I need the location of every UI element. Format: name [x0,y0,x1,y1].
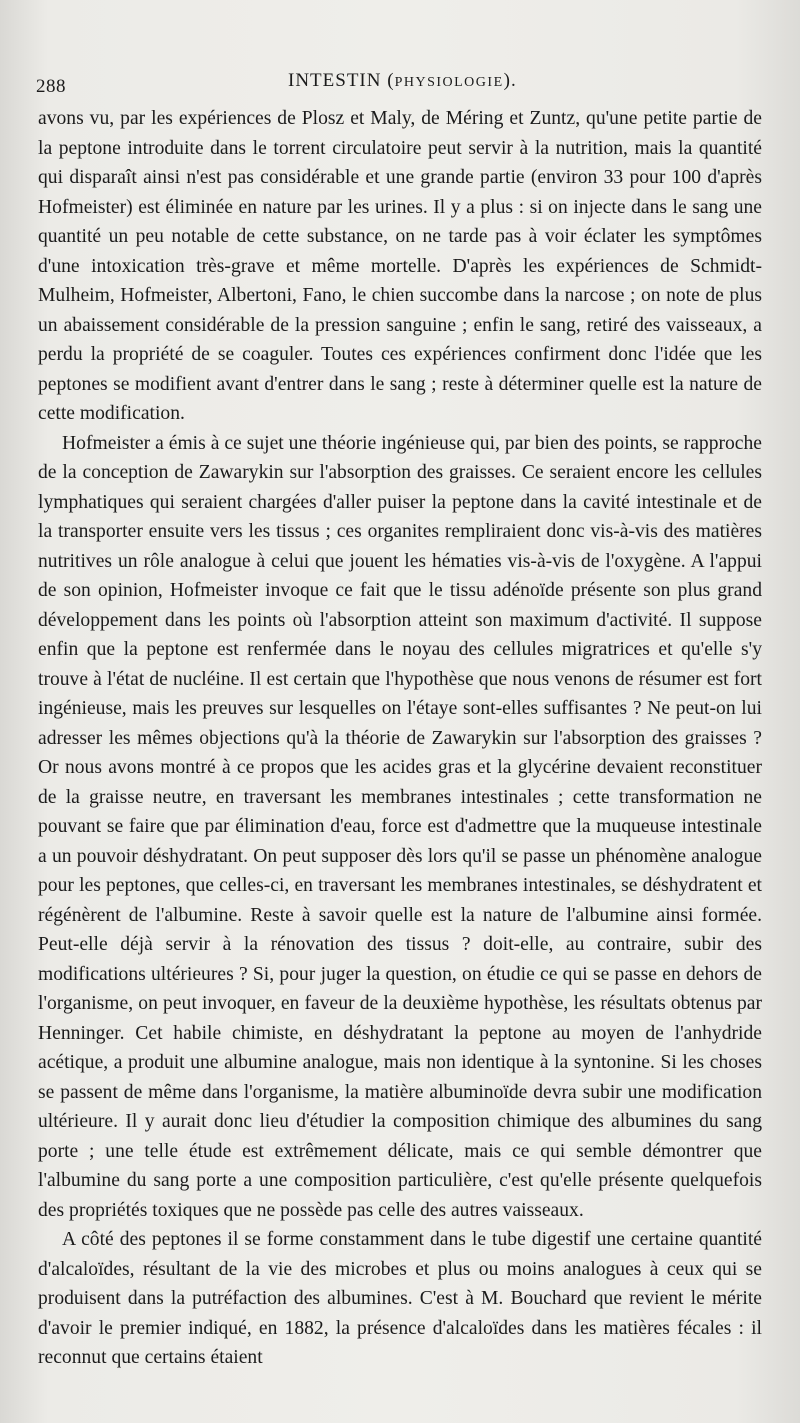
running-title-sub: PHYSIOLOGIE [394,75,504,90]
running-head [36,70,760,100]
body-text [38,104,762,1373]
page-number: 288 [36,76,66,97]
running-title [288,70,517,92]
running-title-main: INTESTIN [288,70,382,91]
paragraph-hofmeister: Hofmeister a émis à ce sujet une théorie ingénieuse qui, par bien des points, se rapproche de la conception de Zawarykin sur l'absorption des graisses. Ce seraient encore les cellules lymphatiques qui seraient chargées d'aller puiser la peptone dans la cavité intestinale et de la transporter ensuite vers les tissus ; ces organites rempliraient donc vis-à-vis des matières nutritives un rôle analogue à celui que jouent les hématies vis-à-vis de l'oxygène. A l'appui de son opinion, Hofmeister invoque ce fait que le tissu adénoïde présente son plus grand développement dans les points où l'absorption atteint son maximum d'activité. Il suppose enfin que la peptone est renfermée dans le noyau des cellules migratrices et qu'elle s'y trouve à l'état de nucléine. Il est certain que l'hypothèse que nous venons de résumer est fort ingénieuse, mais les preuves sur lesquelles on l'étaye sont-elles suffisantes ? Ne peut-on lui adresser les mêmes objections qu'à la théorie de Zawarykin sur l'absorption des graisses ? Or nous avons montré à ce propos que les acides gras et la glycérine devaient reconstituer de la graisse neutre, en traversant les membranes intestinales ; cette transformation ne pouvant se faire que par élimination d'eau, force est d'admettre que la muqueuse intestinale a un pouvoir déshydratant. On peut supposer dès lors qu'il se passe un phénomène analogue pour les peptones, que celles-ci, en traversant les membranes intestinales, se déshydratent et régénèrent de l'albumine. Reste à savoir quelle est la nature de l'albumine ainsi formée. Peut-elle déjà servir à la rénovation des tissus ? doit-elle, au contraire, subir des modifications ultérieures ? Si, pour juger la question, on étudie ce qui se passe en dehors de l'organisme, on peut invoquer, en faveur de la deuxième hypothèse, les résultats obtenus par Henninger. Cet habile chimiste, en déshydratant la peptone au moyen de l'anhydride acétique, a produit une albumine analogue, mais non identique à la syntonine. Si les choses se passent de même dans l'organisme, la matière albuminoïde devra subir une modification ultérieure. Il y aurait donc lieu d'étudier la composition chimique des albumines du sang porte ; une telle étude est extrêmement délicate, mais ce qui semble démontrer que l'albumine du sang porte a une composition particulière, c'est qu'elle présente quelquefois des propriétés toxiques que ne possède pas celle des autres vaisseaux. [38,432,762,1221]
paragraph-alcaloides: A côté des peptones il se forme constamment dans le tube digestif une certaine quantité d'alcaloïdes, résultant de la vie des microbes et plus ou moins analogues à ceux qui se produisent dans la putréfaction des albumines. C'est à M. Bouchard que revient le mérite d'avoir le premier indiqué, en 1882, la présence d'alcaloïdes dans les matières fécales : il reconnut que certains étaient [38,1229,762,1368]
running-title-close: ). [503,70,517,91]
paragraph-continued: avons vu, par les expériences de Plosz et Maly, de Méring et Zuntz, qu'une petite partie de la peptone introduite dans le torrent circulatoire peut servir à la nutrition, mais la quantité qui disparaît ainsi n'est pas considérable et une grande partie (environ 33 pour 100 d'après Hofmeister) est éliminée en nature par les urines. Il y a plus : si on injecte dans le sang une quantité un peu notable de cette substance, on ne tarde pas à voir éclater les symptômes d'une intoxication très-grave et même mortelle. D'après les expériences de Schmidt-Mulheim, Hofmeister, Albertoni, Fano, le chien succombe dans la narcose ; on note de plus un abaissement considérable de la pression sanguine ; enfin le sang, retiré des vaisseaux, a perdu la propriété de se coaguler. Toutes ces expériences confirment donc l'idée que les peptones se modifient avant d'entrer dans le sang ; reste à déterminer quelle est la nature de cette modification. [38,108,762,424]
running-title-open: ( [387,70,395,91]
